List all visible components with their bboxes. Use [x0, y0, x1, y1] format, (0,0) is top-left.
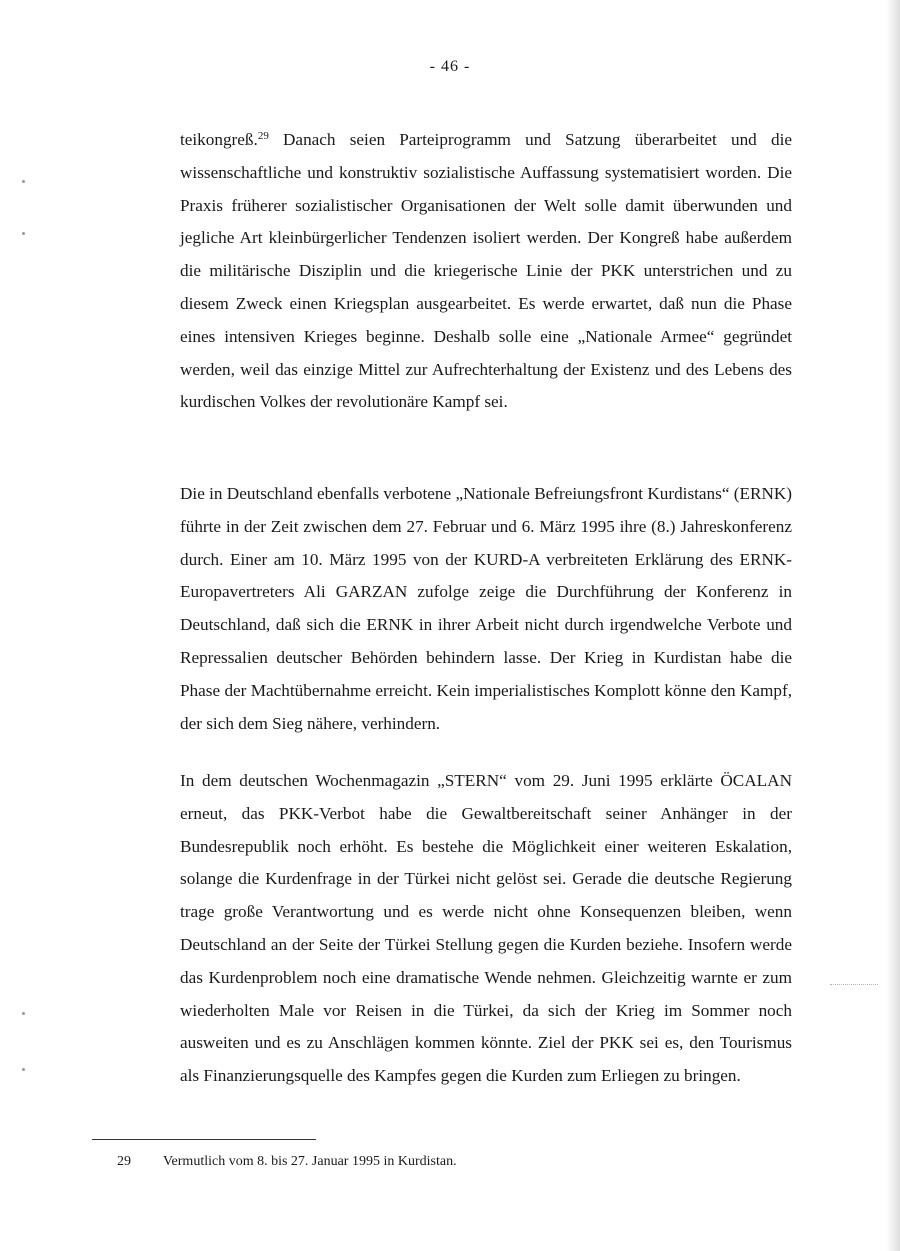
- scan-dots: [830, 984, 878, 985]
- paragraph-3: [180, 765, 792, 1093]
- page-number: - 46 -: [429, 58, 471, 75]
- paragraph-1: [180, 124, 792, 419]
- paragraph-3-text: In dem deutschen Wochenmagazin „STERN“ vom 29. Juni 1995 erklärte ÖCALAN erneut, das PKK-Verbot habe die Gewaltbereitschaft seiner Anhänger in der Bundesrepublik noch erhöht. Es bestehe die Möglichkeit einer weiteren Eskalation, solange die Kurdenfrage in der Türkei nicht gelöst sei. Gerade die deutsche Regierung trage große Verantwortung und es werde nicht ohne Konsequenzen bleiben, wenn Deutschland an der Seite der Türkei Stellung gegen die Kurden beziehe. Insofern werde das Kurdenproblem noch eine dramatische Wende nehmen. Gleichzeitig warnte er zum wiederholten Male vor Reisen in die Türkei, da sich der Krieg im Sommer noch ausweiten und es zu Anschlägen kommen könnte. Ziel der PKK sei es, den Tourismus als Finanzierungsquelle des Kampfes gegen die Kurden zum Erliegen zu bringen.: [180, 771, 792, 1086]
- scan-speck: [22, 1068, 25, 1071]
- scan-speck: [22, 180, 25, 183]
- footnote-text: Vermutlich vom 8. bis 27. Januar 1995 in Kurdistan.: [163, 1154, 457, 1169]
- scan-page-edge: [886, 0, 900, 1251]
- scan-speck: [22, 1012, 25, 1015]
- footnote: [117, 1152, 457, 1172]
- paragraph-2-text: Die in Deutschland ebenfalls verbotene „Nationale Befreiungsfront Kurdistans“ (ERNK) führte in der Zeit zwischen dem 27. Februar und 6. März 1995 ihre (8.) Jahreskonferenz durch. Einer am 10. März 1995 von der KURD-A verbreiteten Erklärung des ERNK-Europavertreters Ali GARZAN zufolge zeige die Durchführung der Konferenz in Deutschland, daß sich die ERNK in ihrer Arbeit nicht durch irgendwelche Verbote und Repressalien deutscher Behörden behindern lasse. Der Krieg in Kurdistan habe die Phase der Machtübernahme erreicht. Kein imperialistisches Komplott könne den Kampf, der sich dem Sieg nähere, verhindern.: [180, 484, 792, 733]
- footnote-divider: [92, 1139, 316, 1140]
- paragraph-2: [180, 478, 792, 740]
- paragraph-1-text: Danach seien Parteiprogramm und Satzung überarbeitet und die wissenschaftliche und konstruktiv sozialistische Auffassung systematisiert worden. Die Praxis früherer sozialistischer Organisationen der Welt solle damit überwunden und jegliche Art kleinbürgerlicher Tendenzen isoliert werden. Der Kongreß habe außerdem die militärische Disziplin und die kriegerische Linie der PKK unterstrichen und zu diesem Zweck einen Kriegsplan ausgearbeitet. Es werde erwartet, daß nun die Phase eines intensiven Krieges beginne. Deshalb solle eine „Nationale Armee“ gegründet werden, weil das einzige Mittel zur Aufrechterhaltung der Existenz und des Lebens des kurdischen Volkes der revolutionäre Kampf sei.: [180, 130, 792, 412]
- footnote-reference[interactable]: 29: [257, 130, 269, 142]
- paragraph-1-lead: teikongreß.: [180, 130, 258, 149]
- scan-speck: [22, 232, 25, 235]
- footnote-number: 29: [117, 1154, 131, 1169]
